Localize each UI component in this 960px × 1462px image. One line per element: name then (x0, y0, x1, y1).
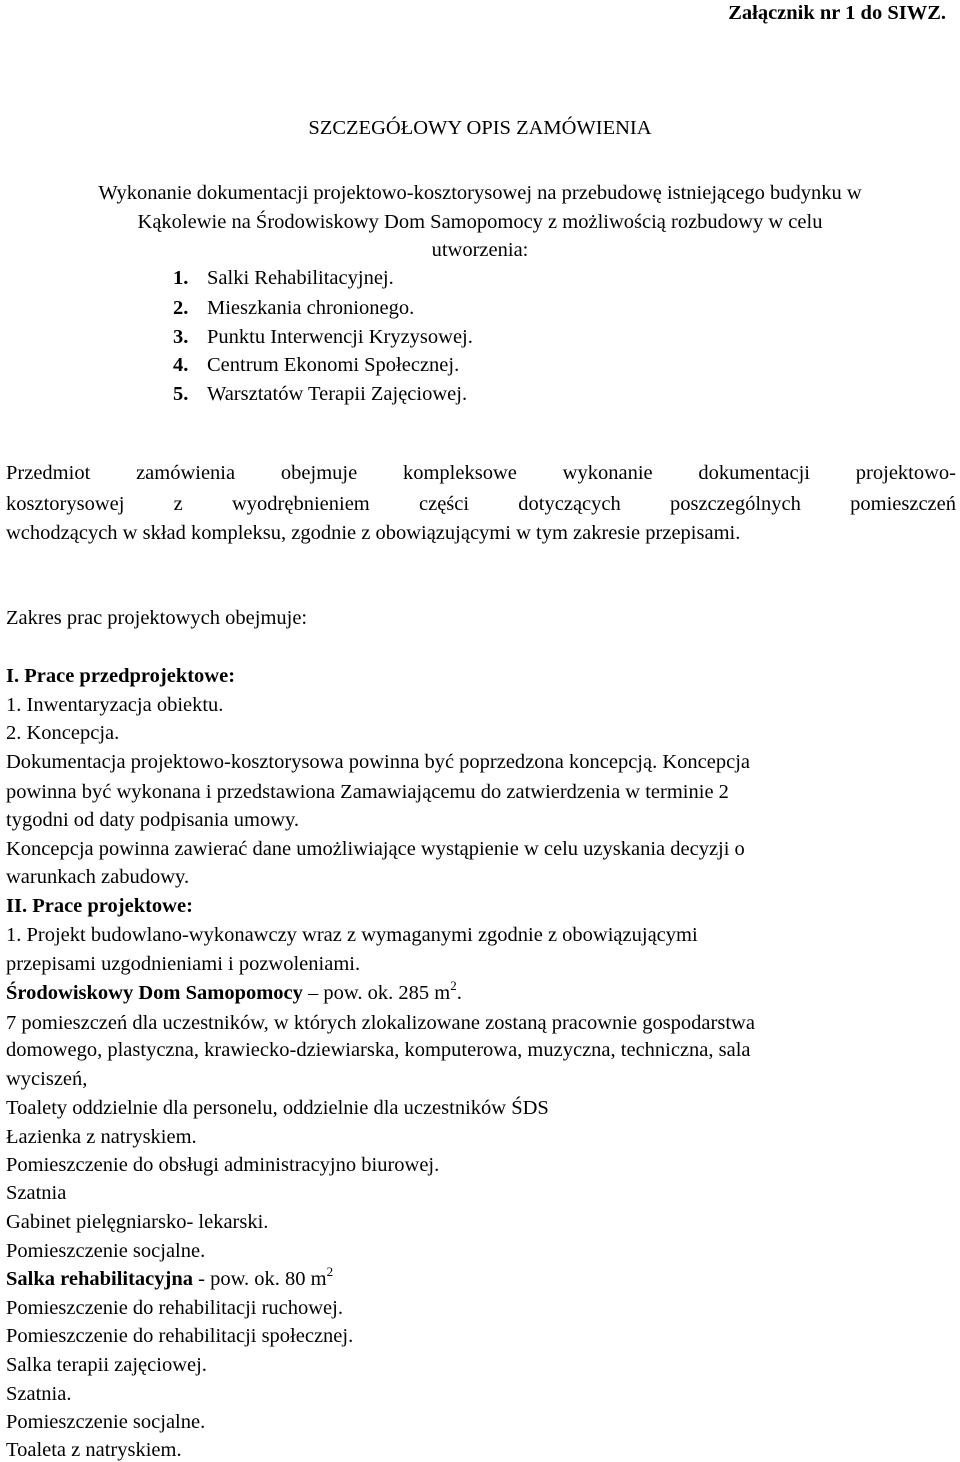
concept-paragraph-line-1: Dokumentacja projektowo-kosztorysowa powinna być poprzedzona koncepcją. Koncepcja (6, 751, 750, 773)
purpose-text: Centrum Ekonomi Społecznej. (207, 354, 460, 376)
purpose-item-1 (173, 268, 394, 289)
room-item: Toalety oddzielnie dla personelu, oddzielnie dla uczestników ŚDS (6, 1097, 549, 1119)
purpose-item-5 (173, 384, 467, 405)
subject-line-3: wchodzących w skład kompleksu, zgodnie z obowiązującymi w tym zakresie przepisami. (6, 522, 741, 544)
purpose-number: 1. (173, 267, 189, 289)
salka-room-item: Salka terapii zajęciowej. (6, 1354, 207, 1376)
salka-name: Salka rehabilitacyjna (6, 1268, 193, 1290)
scope-heading: Zakres prac projektowych obejmuje: (6, 607, 308, 629)
concept-content-line-2: warunkach zabudowy. (6, 866, 190, 888)
salka-room-item: Pomieszczenie do rehabilitacji społecznej. (6, 1325, 354, 1347)
subject-line-2: kosztorysowej z wyodrębnieniem części dotyczących poszczególnych pomieszczeń (6, 493, 956, 515)
concept-content-line-1: Koncepcja powinna zawierać dane umożliwiające wystąpienie w celu uzyskania decyzji o (6, 838, 745, 860)
room-item: Gabinet pielęgniarsko- lekarski. (6, 1211, 269, 1233)
purpose-item-4 (173, 355, 459, 376)
sds-name: Środowiskowy Dom Samopomocy (6, 982, 303, 1004)
room-item: Szatnia (6, 1182, 67, 1204)
sds-area-exponent: 2 (450, 978, 457, 993)
salka-room-item: Szatnia. (6, 1383, 72, 1405)
purpose-text: Mieszkania chronionego. (207, 297, 415, 319)
salka-area-exponent: 2 (326, 1264, 334, 1279)
rooms-line-1: 7 pomieszczeń dla uczestników, w których zlokalizowane zostaną pracownie gospodarstwa (6, 1012, 755, 1034)
purpose-text: Warsztatów Terapii Zajęciowej. (207, 383, 468, 405)
section-2-item-1-line-2: przepisami uzgodnieniami i pozwoleniami. (6, 953, 361, 975)
section-2-item-1-line-1: 1. Projekt budowlano-wykonawczy wraz z wymaganymi zgodnie z obowiązującymi (6, 924, 698, 946)
concept-paragraph-line-2: powinna być wykonana i przedstawiona Zamawiającemu do zatwierdzenia w terminie 2 (6, 781, 729, 803)
intro-line-2: Kąkolewie na Środowiskowy Dom Samopomocy z możliwością rozbudowy w celu (137, 211, 823, 233)
section-1-heading: I. Prace przedprojektowe: (6, 665, 236, 687)
intro-line-1: Wykonanie dokumentacji projektowo-kosztorysowej na przebudowę istniejącego budynku w (98, 182, 862, 204)
sds-area-line (6, 978, 462, 1004)
purpose-text: Punktu Interwencji Kryzysowej. (207, 326, 473, 348)
subject-line-1: Przedmiot zamówienia obejmuje kompleksowe wykonanie dokumentacji projektowo- (6, 462, 956, 484)
purpose-item-3 (173, 327, 473, 348)
purpose-text: Salki Rehabilitacyjnej. (207, 267, 394, 289)
purpose-number: 2. (173, 297, 189, 319)
intro-line-3: utworzenia: (431, 239, 529, 261)
salka-room-item: Toaleta z natryskiem. (6, 1439, 182, 1461)
salka-room-item: Pomieszczenie socjalne. (6, 1411, 206, 1433)
document-title: SZCZEGÓŁOWY OPIS ZAMÓWIENIA (308, 117, 652, 139)
rooms-line-2: domowego, plastyczna, krawiecko-dziewiarska, komputerowa, muzyczna, techniczna, sala (6, 1039, 751, 1061)
section-2-heading: II. Prace projektowe: (6, 895, 193, 917)
salka-room-item: Pomieszczenie do rehabilitacji ruchowej. (6, 1297, 343, 1319)
room-item: Pomieszczenie do obsługi administracyjno biurowej. (6, 1154, 440, 1176)
salka-area-line (6, 1264, 334, 1290)
purpose-number: 3. (173, 326, 189, 348)
sds-area: – pow. ok. 285 m (302, 982, 451, 1004)
section-1-item-2: 2. Koncepcja. (6, 722, 120, 744)
rooms-line-3: wyciszeń, (6, 1068, 88, 1090)
purpose-item-2 (173, 298, 414, 319)
attachment-label: Załącznik nr 1 do SIWZ. (728, 2, 946, 24)
concept-paragraph-line-3: tygodni od daty podpisania umowy. (6, 809, 300, 831)
room-item: Łazienka z natryskiem. (6, 1126, 197, 1148)
purpose-number: 4. (173, 354, 189, 376)
sds-area-end: . (456, 982, 462, 1004)
salka-area: - pow. ok. 80 m (193, 1268, 327, 1290)
section-1-item-1: 1. Inwentaryzacja obiektu. (6, 694, 224, 716)
purpose-number: 5. (173, 383, 189, 405)
room-item: Pomieszczenie socjalne. (6, 1240, 206, 1262)
